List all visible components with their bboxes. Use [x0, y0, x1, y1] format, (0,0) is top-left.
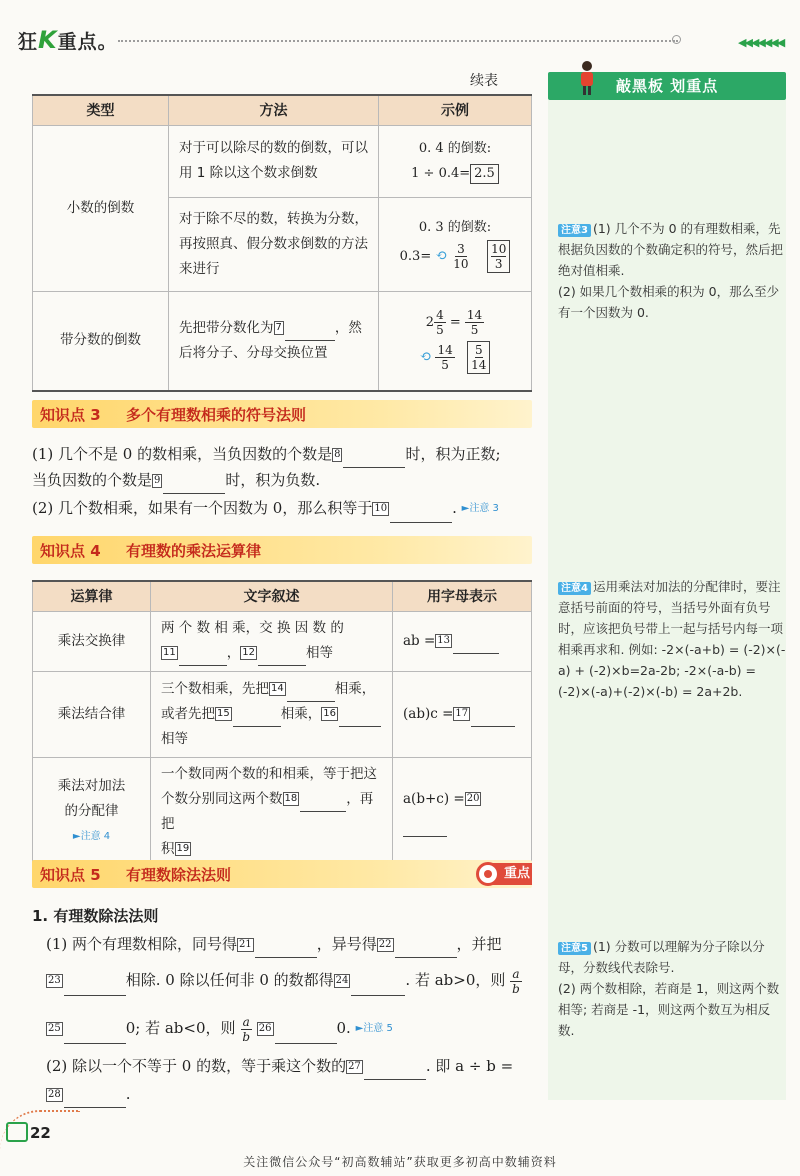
page-header: [0, 0, 800, 62]
k5-line-3: 25 0; 若 ab<0，则 $\frac{a}{b}$ 26 0. ►注意 5: [48, 1014, 393, 1044]
k5-line-2: 23 相除. 0 除以任何非 0 的数都得 24 . 若 ab>0，则 $\frac{a}{b}$: [48, 966, 520, 996]
method-non-divisible: 对于除不尽的数，转换为分数，再按照真、假分数求倒数的方法来进行: [169, 197, 379, 291]
header-ring-ornament: [672, 35, 681, 44]
swap-arrow-icon: ⟲: [419, 348, 432, 365]
knowledge-5-bar: 知识点 5 有理数除法法则 重点: [32, 860, 532, 888]
knowledge-4-bar: 知识点 4 有理数的乘法运算律: [32, 536, 532, 564]
law-distributive: 乘法对加法 的分配律 ►注意 4: [33, 757, 151, 867]
example-non-divisible: 0. 3 的倒数: 0.3= ⟲ $\frac{3}{10}$ $\frac{10}{3}$: [379, 197, 532, 291]
col-header-formula: 用字母表示: [393, 581, 532, 611]
method-divisible: 对于可以除尽的数的倒数，可以用 1 除以这个数求倒数: [169, 125, 379, 197]
key-point-badge: 重点: [482, 863, 532, 885]
formula-associative: (ab)c = 17: [393, 671, 532, 757]
law-associative: 乘法结合律: [33, 671, 151, 757]
k3-line-1: (1) 几个不是 0 的数相乘，当负因数的个数是 8 时，积为正数;: [32, 440, 501, 468]
note-3-link[interactable]: ►注意 3: [461, 503, 499, 514]
method-mixed: 先把带分数化为 7 ，然后将分子、分母交换位置: [169, 291, 379, 391]
note-icon: 注意3: [558, 224, 591, 237]
k3-line-2: 当负因数的个数是 9 时，积为负数.: [32, 466, 320, 494]
answer-fraction-box: $\frac{5}{14}$: [467, 341, 490, 374]
formula-distributive: a(b+c) = 20: [393, 757, 532, 867]
col-header-method: 方法: [169, 95, 379, 125]
desc-associative: 三个数相乘，先把 14 相乘， 或者先把 15 相乘， 16 相等: [151, 671, 393, 757]
page-number: 22: [30, 1124, 51, 1142]
desc-distributive: 一个数同两个数的和相乘，等于把这 个数分别同这两个数 18 ，再把 积 19: [151, 757, 393, 867]
header-arrows-icon: ◀◀◀◀◀◀◀: [738, 36, 784, 49]
note-4-link[interactable]: ►注意 4: [72, 831, 111, 842]
teacher-icon: [576, 60, 598, 96]
continued-table-title: 续表: [470, 73, 498, 89]
footer-text: 关注微信公众号“初高数辅站”获取更多初高中数辅资料: [243, 1155, 557, 1169]
col-header-law: 运算律: [33, 581, 151, 611]
k3-line-3: (2) 几个数相乘，如果有一个因数为 0，那么积等于 10 . ►注意 3: [32, 494, 499, 523]
col-header-description: 文字叙述: [151, 581, 393, 611]
compass-icon: [6, 1122, 28, 1142]
k5-line-4: (2) 除以一个不等于 0 的数，等于乘这个数的 27 . 即 a ÷ b =: [46, 1052, 513, 1080]
swap-arrow-icon: ⟲: [435, 248, 448, 264]
col-header-type: 类型: [33, 95, 169, 125]
desc-commutative: 两 个 数 相 乘，交 换 因 数 的 11 ， 12 相等: [151, 611, 393, 671]
knowledge-3-bar: 知识点 3 多个有理数相乘的符号法则: [32, 400, 532, 428]
formula-commutative: ab = 13: [393, 611, 532, 671]
k5-subheading: 1. 有理数除法法则: [32, 907, 159, 925]
multiplication-laws-table: [32, 580, 532, 868]
k5-line-1: (1) 两个有理数相除，同号得 21 ，异号得 22 ，并把: [46, 930, 502, 958]
side-notes-header: 敲黑板 划重点: [548, 72, 786, 100]
type-mixed-reciprocal: 带分数的倒数: [33, 291, 169, 391]
note-5-link[interactable]: ►注意 5: [355, 1023, 393, 1034]
law-commutative: 乘法交换律: [33, 611, 151, 671]
header-dotted-line: [118, 40, 678, 42]
reciprocal-table: [32, 94, 532, 392]
note-icon: 注意5: [558, 942, 591, 955]
col-header-example: 示例: [379, 95, 532, 125]
example-mixed: 2 $\frac{4}{5}$ = $\frac{14}{5}$ ⟲ $\frac{14}{5}$ $\frac{5}{14}$: [379, 291, 532, 391]
answer-box: 2.5: [470, 164, 499, 184]
example-divisible: 0. 4 的倒数: 1 ÷ 0.4= 2.5: [379, 125, 532, 197]
brand-logo: 狂K重点。: [18, 26, 118, 54]
target-icon: [476, 862, 500, 886]
side-note-5: 注意5 (1) 分数可以理解为分子除以分母，分数线代表除号. (2) 两个数相除，若商是 1，则这两个数相等; 若商是 -1，则这两个数互为相反数.: [558, 939, 780, 1038]
side-note-3: 注意3 (1) 几个不为 0 的有理数相乘，先根据负因数的个数确定积的符号，然后把绝对值相乘. (2) 如果几个数相乘的积为 0，那么至少有一个因数为 0.: [558, 221, 784, 320]
side-note-4: 注意4 运用乘法对加法的分配律时，要注意括号前面的符号，当括号外面有负号时，应该把负号带上一起与括号内每一项相乘再求和. 例如: -2×(-a+b) = (-2)×(-a) + (-2)×b=2a-2b; -2×(-a-b) = (-2)×(-a)+(-2)×(-b) = 2a+2b.: [558, 579, 786, 699]
answer-fraction-box: $\frac{10}{3}$: [487, 240, 510, 273]
k5-line-5: 28 .: [46, 1080, 131, 1108]
note-icon: 注意4: [558, 582, 591, 595]
type-decimal-reciprocal: 小数的倒数: [33, 125, 169, 291]
